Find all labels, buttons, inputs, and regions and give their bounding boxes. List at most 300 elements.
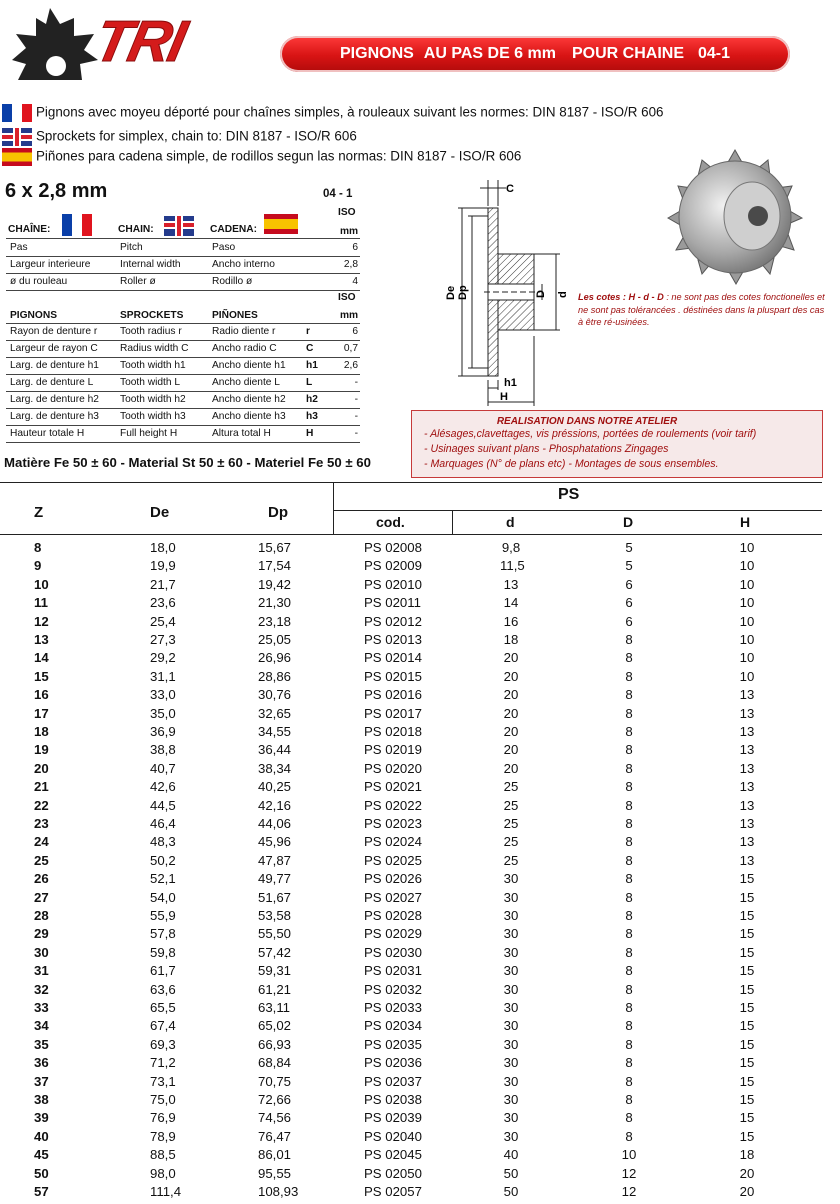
cell-z: 26 [34,871,49,887]
table-row [0,906,840,924]
sprocket-header-es: PIÑONES [212,310,258,321]
cell-z: 9 [34,558,42,574]
cell-cod: PS 02016 [364,687,422,703]
cell-de: 55,9 [150,908,176,923]
cell-cod: PS 02030 [364,944,422,960]
cell-z: 27 [34,889,49,905]
cell-cod: PS 02023 [364,816,422,831]
sprocket-row: Larg. de denture h1 Tooth width h1 Ancho diente h1 h1 2,6 [6,358,360,375]
cell-d: 30 [503,908,519,923]
cell-d: 30 [503,926,519,942]
cell-H: 10 [739,558,755,574]
cell-d: 30 [503,1018,519,1034]
cell-cod: PS 02013 [364,632,422,647]
cell-dp: 19,42 [258,576,292,592]
cell-H: 15 [739,889,755,905]
cell-D: 6 [625,576,633,592]
size-title: 6 x 2,8 mm [5,180,108,202]
table-row [0,1016,840,1034]
cell-z: 15 [34,668,49,684]
cell-cod: PS 02037 [364,1073,422,1089]
cell-dp: 44,06 [258,816,292,831]
cell-D: 8 [625,871,633,887]
cell-H: 15 [739,1092,755,1107]
cell-d: 25 [503,779,519,795]
table-row [0,924,840,942]
cell-H: 15 [739,871,755,887]
cell-de: 111,4 [150,1184,182,1199]
cell-dp: 66,93 [258,1036,292,1052]
dim-label-D: D [535,290,547,298]
cell-D: 8 [625,889,633,905]
cell-z: 20 [34,760,49,776]
cell-D: 8 [625,926,633,942]
cell-d: 20 [503,650,519,666]
cell-d: 30 [503,871,519,887]
cell-cod: PS 02026 [364,871,422,887]
cell-de: 18,0 [150,540,176,555]
spec-code: 04 - 1 [323,188,353,200]
cell-H: 10 [739,613,755,629]
table-row [0,869,840,887]
dim-label-de: De [445,285,457,300]
cell-d: 50 [503,1165,519,1181]
table-row [0,1090,840,1108]
cell-dp: 28,86 [258,668,292,684]
cell-H: 13 [739,816,755,831]
cell-z: 12 [34,613,49,629]
cell-D: 8 [625,1073,633,1089]
sprocket-header-fr: PIGNONS [10,310,57,321]
cell-dp: 38,34 [258,760,292,776]
cell-d: 13 [503,576,519,592]
cell-H: 15 [739,1000,755,1015]
cell-H: 15 [739,1128,755,1144]
cell-cod: PS 02045 [364,1147,422,1163]
cell-cod: PS 02015 [364,668,422,684]
dim-label-dp: Dp [457,285,469,300]
chain-row: Pas Pitch Paso 6 [6,240,360,257]
sprocket-section-diagram [440,176,580,408]
table-row [0,1072,840,1090]
cell-d: 20 [503,668,519,684]
cell-H: 10 [739,632,755,647]
cell-z: 16 [34,687,49,703]
cell-dp: 36,44 [258,742,292,758]
cell-cod: PS 02018 [364,724,422,739]
cell-de: 73,1 [150,1073,176,1089]
cell-z: 30 [34,944,49,960]
cell-D: 5 [625,540,633,555]
cell-cod: PS 02014 [364,650,422,666]
cell-D: 12 [621,1184,637,1199]
cell-H: 13 [739,779,755,795]
france-flag-icon [62,214,92,236]
cell-z: 23 [34,816,49,831]
cell-H: 13 [739,834,755,850]
table-row [0,961,840,979]
cell-z: 21 [34,779,49,795]
intro-es [2,148,521,166]
cell-D: 8 [625,742,633,758]
cell-z: 57 [34,1184,49,1199]
cell-D: 8 [625,1128,633,1144]
cell-cod: PS 02009 [364,558,422,574]
dim-label-d: d [557,291,569,298]
sprocket-row: Rayon de denture r Tooth radius r Radio diente r r 6 [6,324,360,341]
cell-dp: 59,31 [258,963,292,979]
col-header-dp: Dp [268,504,288,521]
workshop-line: - Alésages,clavettages, vis préssions, portées de roulements (voir tarif) [424,428,757,440]
table-row [0,704,840,722]
cell-D: 10 [621,1147,637,1163]
cell-D: 8 [625,1036,633,1052]
workshop-title: REALISATION DANS NOTRE ATELIER [496,416,678,427]
cell-dp: 53,58 [258,908,292,923]
cell-H: 15 [739,1055,755,1071]
table-row [0,796,840,814]
col-header-H: H [740,514,751,530]
cell-d: 11,5 [500,558,525,574]
cell-cod: PS 02038 [364,1092,422,1107]
cell-z: 36 [34,1055,49,1071]
cell-de: 52,1 [150,871,176,887]
intro-text: Piñones para cadena simple, de rodillos segun las normas: DIN 8187 - ISO/R 606 [36,148,522,164]
cell-d: 18 [503,632,519,647]
cell-dp: 47,87 [258,852,292,868]
cell-dp: 108,93 [258,1184,299,1199]
cell-cod: PS 02010 [364,576,422,592]
cell-H: 10 [739,668,755,684]
cell-H: 13 [739,852,755,868]
title-banner [280,36,790,72]
cell-de: 67,4 [150,1018,176,1034]
cell-cod: PS 02031 [364,963,422,979]
col-header-de: De [150,504,170,521]
cell-cod: PS 02017 [364,705,422,721]
table-row [0,759,840,777]
cell-z: 37 [34,1073,49,1089]
table-row [0,980,840,998]
cell-dp: 34,55 [258,724,292,739]
table-row [0,740,840,758]
workshop-line: - Usinages suivant plans - Phosphatations Zingages [424,443,669,455]
cell-cod: PS 02057 [364,1184,422,1199]
cell-de: 57,8 [150,926,176,942]
cell-H: 15 [739,981,755,997]
cell-D: 8 [625,944,633,960]
cell-z: 22 [34,797,49,813]
cell-d: 30 [503,1110,519,1126]
cell-z: 8 [34,540,42,555]
cell-D: 8 [625,650,633,666]
cell-z: 13 [34,632,49,647]
france-flag-icon [2,104,32,122]
cell-dp: 95,55 [258,1165,292,1181]
mm-label: mm [340,226,359,237]
cell-D: 8 [625,687,633,703]
table-row [0,814,840,832]
cell-z: 28 [34,908,49,923]
cell-D: 6 [625,613,633,629]
cell-de: 76,9 [150,1110,176,1126]
cell-D: 8 [625,852,633,868]
cell-de: 46,4 [150,816,176,831]
table-row [0,648,840,666]
cell-d: 30 [503,889,519,905]
cell-de: 42,6 [150,779,176,795]
cell-z: 38 [34,1092,49,1107]
cell-D: 8 [625,963,633,979]
cell-d: 20 [503,742,519,758]
intro-text: Sprockets for simplex, chain to: DIN 8187 - ISO/R 606 [36,128,357,144]
cell-H: 15 [739,926,755,942]
cell-z: 40 [34,1128,49,1144]
intro-text: Pignons avec moyeu déporté pour chaînes simples, à rouleaux suivant les normes: DIN 8187 - ISO/R 606 [36,104,664,120]
table-row [0,888,840,906]
cell-d: 30 [503,1128,519,1144]
cell-z: 19 [34,742,49,758]
cell-d: 30 [503,1073,519,1089]
sprocket-row: Larg. de denture h2 Tooth width h2 Ancho diente h2 h2 - [6,392,360,409]
cell-dp: 51,67 [258,889,292,905]
cell-d: 20 [503,705,519,721]
cell-z: 18 [34,724,49,739]
dim-label-c: C [506,183,514,195]
cell-de: 71,2 [150,1055,176,1071]
cell-H: 15 [739,944,755,960]
cell-dp: 17,54 [258,558,292,574]
cell-D: 8 [625,797,633,813]
workshop-box [411,410,823,478]
table-row [0,630,840,648]
material-note: Matière Fe 50 ± 60 - Material St 50 ± 60 - Materiel Fe 50 ± 60 [4,455,371,470]
table-row [0,1108,840,1126]
cell-z: 11 [34,595,48,611]
divider [6,238,360,239]
uk-flag-icon [2,128,32,146]
sprocket-row: Hauteur totale H Full height H Altura total H H - [6,426,360,443]
cell-z: 32 [34,981,49,997]
cell-z: 24 [34,834,49,850]
cell-dp: 76,47 [258,1128,292,1144]
cell-D: 8 [625,632,633,647]
cell-dp: 63,11 [258,1000,291,1015]
table-row [0,1035,840,1053]
cell-z: 35 [34,1036,49,1052]
cell-dp: 30,76 [258,687,292,703]
table-row [0,722,840,740]
col-header-D: D [623,514,634,530]
cell-dp: 72,66 [258,1092,292,1107]
cell-d: 30 [503,1055,519,1071]
table-row [0,943,840,961]
banner-part: POUR CHAINE [571,45,684,62]
table-row [0,998,840,1016]
sprocket-row: Largeur de rayon C Radius width C Ancho radio C C 0,7 [6,341,360,358]
cell-cod: PS 02019 [364,742,422,758]
cell-dp: 86,01 [258,1147,292,1163]
chain-header-es: CADENA: [210,224,257,235]
cell-cod: PS 02020 [364,760,422,776]
cell-cod: PS 02008 [364,540,422,555]
notes [578,291,828,329]
cell-de: 59,8 [150,944,176,960]
cell-H: 13 [739,797,755,813]
cell-dp: 42,16 [258,797,292,813]
cell-H: 13 [739,742,755,758]
cell-z: 33 [34,1000,49,1015]
cell-D: 8 [625,724,633,739]
cell-z: 34 [34,1018,49,1034]
cell-z: 50 [34,1165,49,1181]
table-row [0,1145,840,1163]
cell-H: 13 [739,760,755,776]
cell-dp: 25,05 [258,632,292,647]
cell-z: 31 [34,963,49,979]
col-header-cod: cod. [376,514,405,530]
cell-dp: 40,25 [258,779,292,795]
cell-d: 20 [503,760,519,776]
cell-cod: PS 02028 [364,908,422,923]
notes-lead: Les cotes : H - d - D [578,292,664,302]
dim-label-H: H [500,391,508,403]
cell-de: 61,7 [150,963,176,979]
cell-d: 30 [503,1000,519,1015]
cell-H: 18 [739,1147,755,1163]
table-row [0,575,840,593]
table-row [0,1164,840,1182]
cell-cod: PS 02034 [364,1018,422,1034]
cell-cod: PS 02021 [364,779,422,795]
cell-dp: 68,84 [258,1055,292,1071]
cell-d: 16 [503,613,519,629]
cell-H: 10 [739,540,755,555]
cell-de: 88,5 [150,1147,176,1163]
sprocket-photo-icon [660,146,810,286]
cell-H: 10 [739,576,755,592]
notes-text: : ne sont pas des cotes fonctionelles et ne sont pas tolérancées . déstinées dans la pluspart des cas à être ré-usinées. [578,292,825,327]
chain-row: ø du rouleau Roller ø Rodillo ø 4 [6,274,360,291]
cell-H: 20 [739,1184,755,1199]
cell-d: 30 [503,1036,519,1052]
cell-de: 36,9 [150,724,176,739]
cell-D: 8 [625,1110,633,1126]
cell-de: 38,8 [150,742,176,758]
cell-d: 14 [503,595,519,611]
cell-de: 54,0 [150,889,176,905]
cell-D: 8 [625,981,633,997]
cell-dp: 57,42 [258,944,292,960]
table-row [0,593,840,611]
cell-H: 20 [739,1165,755,1181]
cell-d: 25 [503,797,519,813]
table-row [0,685,840,703]
cell-cod: PS 02024 [364,834,422,850]
sprocket-row: Larg. de denture L Tooth width L Ancho diente L L - [6,375,360,392]
cell-H: 10 [739,650,755,666]
cell-dp: 32,65 [258,705,292,721]
cell-dp: 61,21 [258,981,292,997]
cell-cod: PS 02029 [364,926,422,942]
cell-d: 30 [503,1092,519,1107]
cell-d: 25 [503,834,519,850]
table-row [0,556,840,574]
sprocket-logo-icon [10,4,100,80]
cell-d: 25 [503,852,519,868]
cell-de: 98,0 [150,1165,176,1181]
cell-dp: 15,67 [258,540,292,555]
col-header-z: Z [34,504,44,521]
cell-cod: PS 02033 [364,1000,422,1015]
cell-H: 13 [739,724,755,739]
banner-part: AU PAS DE 6 mm [423,45,556,62]
group-header-ps: PS [558,486,580,503]
cell-cod: PS 02012 [364,613,422,629]
cell-de: 75,0 [150,1092,176,1107]
table-row [0,612,840,630]
intro-en [2,128,357,146]
cell-H: 15 [739,963,755,979]
cell-de: 65,5 [150,1000,176,1015]
cell-de: 48,3 [150,834,176,850]
iso-label: ISO [338,207,356,218]
cell-dp: 55,50 [258,926,292,942]
cell-D: 8 [625,816,633,831]
chain-header-fr: CHAÎNE: [8,224,51,235]
table-row [0,851,840,869]
cell-H: 10 [739,595,755,611]
cell-D: 8 [625,1055,633,1071]
spain-flag-icon [264,214,298,234]
table-row [0,667,840,685]
cell-z: 17 [34,705,49,721]
cell-de: 50,2 [150,852,176,868]
cell-D: 12 [621,1165,637,1181]
cell-z: 45 [34,1147,49,1163]
cell-de: 44,5 [150,797,176,813]
cell-d: 9,8 [501,540,521,555]
cell-d: 30 [503,963,519,979]
cell-D: 8 [625,1092,633,1107]
banner-part: PIGNONS [340,45,414,62]
cell-z: 39 [34,1110,49,1126]
table-row [0,777,840,795]
cell-cod: PS 02036 [364,1055,422,1071]
cell-cod: PS 02035 [364,1036,422,1052]
cell-de: 21,7 [150,576,176,592]
cell-dp: 49,77 [258,871,292,887]
cell-cod: PS 02022 [364,797,422,813]
chain-header-en: CHAIN: [118,224,154,235]
cell-D: 8 [625,1000,633,1015]
cell-de: 33,0 [150,687,176,703]
sprocket-row: Larg. de denture h3 Tooth width h3 Ancho diente h3 h3 - [6,409,360,426]
cell-de: 40,7 [150,760,176,776]
cell-d: 20 [503,687,519,703]
cell-cod: PS 02011 [364,595,421,611]
cell-D: 5 [625,558,633,574]
cell-d: 30 [503,981,519,997]
chain-row: Largeur interieure Internal width Ancho interno 2,8 [6,257,360,274]
mm-label: mm [340,310,359,321]
cell-de: 25,4 [150,613,176,629]
cell-de: 27,3 [150,632,176,647]
cell-D: 8 [625,908,633,923]
cell-dp: 45,96 [258,834,292,850]
brand-logo: TRI [89,9,191,74]
cell-d: 50 [503,1184,519,1199]
